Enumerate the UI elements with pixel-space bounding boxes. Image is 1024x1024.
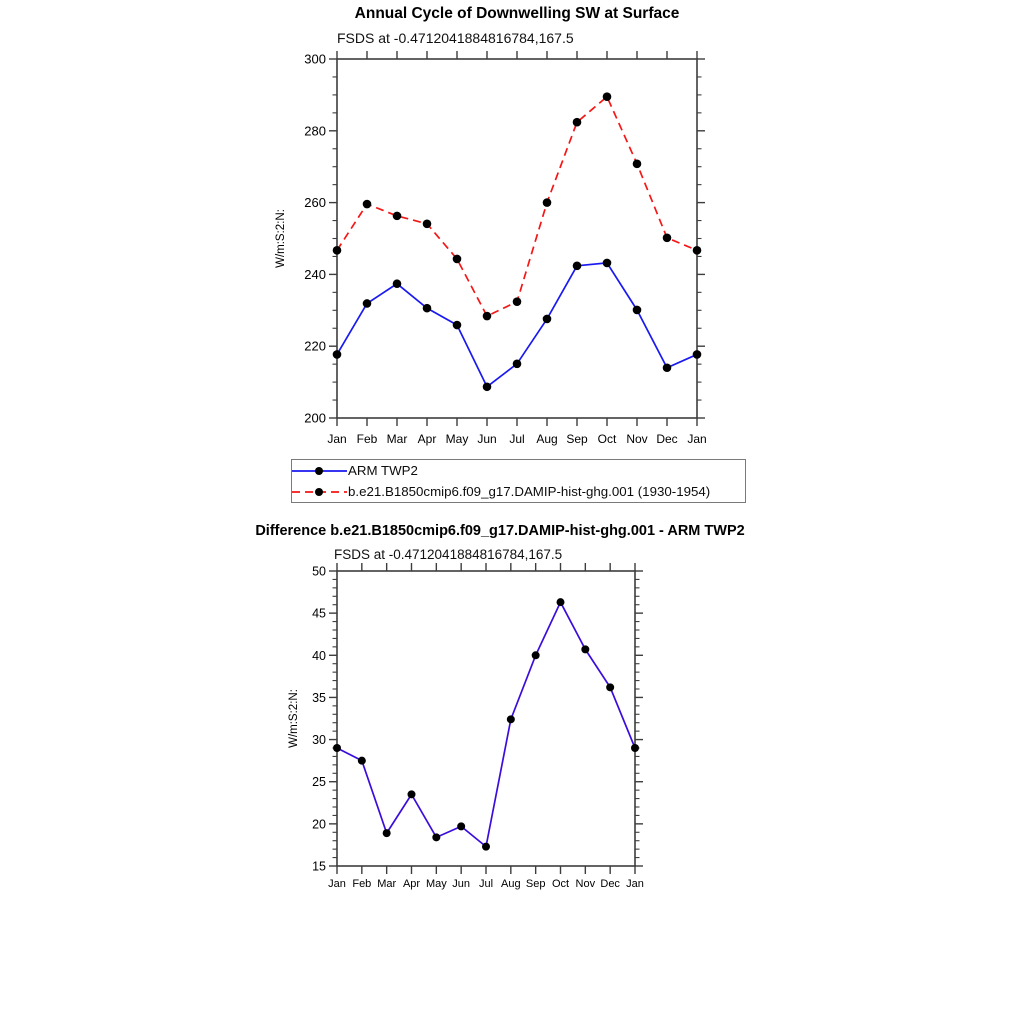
svg-text:Jun: Jun: [452, 878, 471, 890]
svg-text:Sep: Sep: [525, 878, 546, 890]
data-point-marker: [358, 757, 366, 765]
data-point-marker: [603, 92, 612, 101]
svg-text:Jul: Jul: [509, 432, 525, 446]
svg-text:Sep: Sep: [566, 432, 588, 446]
data-point-marker: [333, 350, 342, 359]
svg-text:Jan: Jan: [327, 432, 347, 446]
data-point-marker: [432, 833, 440, 841]
svg-text:200: 200: [304, 410, 326, 426]
data-point-marker: [363, 200, 372, 209]
svg-text:Jul: Jul: [478, 878, 494, 890]
data-point-marker: [408, 790, 416, 798]
bottom-chart-subtitle: FSDS at -0.4712041884816784,167.5: [334, 547, 563, 562]
svg-text:280: 280: [304, 123, 326, 139]
bottom-chart-plot: [288, 563, 644, 890]
svg-text:W/m:S:2:N:: W/m:S:2:N:: [288, 689, 300, 748]
svg-text:Apr: Apr: [417, 432, 437, 446]
data-point-marker: [543, 315, 552, 324]
series-line: [337, 602, 635, 846]
svg-text:25: 25: [312, 775, 326, 790]
legend-label-arm-twp2: ARM TWP2: [348, 463, 418, 478]
legend-label-model-run: b.e21.B1850cmip6.f09_g17.DAMIP-hist-ghg.001 (1930-1954): [348, 484, 711, 499]
svg-text:260: 260: [304, 195, 326, 211]
data-point-marker: [457, 822, 465, 830]
data-point-marker: [543, 198, 552, 207]
data-point-marker: [633, 306, 642, 315]
data-point-marker: [482, 843, 490, 851]
data-point-marker: [363, 299, 372, 308]
svg-text:Dec: Dec: [600, 878, 620, 890]
data-point-marker: [581, 645, 589, 653]
data-point-marker: [483, 382, 492, 391]
data-point-marker: [513, 297, 522, 306]
data-point-marker: [393, 279, 402, 288]
data-point-marker: [663, 233, 672, 242]
data-point-marker: [423, 304, 432, 313]
svg-text:Feb: Feb: [356, 432, 378, 446]
svg-text:Oct: Oct: [551, 878, 570, 890]
svg-text:45: 45: [312, 606, 326, 621]
svg-text:20: 20: [312, 817, 326, 832]
svg-text:May: May: [425, 878, 447, 890]
svg-text:Apr: Apr: [402, 878, 421, 890]
top-chart-plot: [275, 51, 707, 446]
svg-text:240: 240: [304, 266, 326, 282]
red-dashed-line-sample: [292, 482, 348, 502]
data-point-marker: [507, 715, 515, 723]
svg-text:May: May: [445, 432, 469, 446]
data-point-marker: [453, 255, 462, 264]
data-point-marker: [693, 246, 702, 255]
data-point-marker: [606, 683, 614, 691]
svg-text:Feb: Feb: [352, 878, 372, 890]
data-point-marker: [631, 744, 639, 752]
svg-text:Mar: Mar: [377, 878, 397, 890]
svg-text:15: 15: [312, 859, 326, 874]
series-line: [337, 97, 697, 316]
data-point-marker: [393, 212, 402, 221]
data-point-marker: [453, 321, 462, 330]
data-point-marker: [483, 312, 492, 321]
data-point-marker: [333, 246, 342, 255]
bottom-chart-title: Difference b.e21.B1850cmip6.f09_g17.DAMIP-hist-ghg.001 - ARM TWP2: [255, 523, 745, 539]
data-point-marker: [532, 651, 540, 659]
legend-entry-model-run: [292, 481, 745, 502]
svg-text:Jan: Jan: [328, 878, 346, 890]
data-point-marker: [333, 744, 341, 752]
data-point-marker: [513, 359, 522, 368]
svg-text:Jun: Jun: [477, 432, 497, 446]
data-point-marker: [383, 829, 391, 837]
svg-text:220: 220: [304, 338, 326, 354]
data-point-marker: [557, 598, 565, 606]
data-point-marker: [663, 363, 672, 372]
svg-text:Jan: Jan: [626, 878, 644, 890]
legend-box: [291, 459, 746, 503]
series-line: [337, 263, 697, 387]
svg-text:40: 40: [312, 648, 326, 663]
svg-text:Nov: Nov: [575, 878, 596, 890]
svg-text:Jan: Jan: [687, 432, 707, 446]
top-chart-subtitle: FSDS at -0.4712041884816784,167.5: [337, 30, 574, 46]
svg-text:30: 30: [312, 733, 326, 748]
svg-text:Mar: Mar: [386, 432, 408, 446]
svg-text:Aug: Aug: [536, 432, 558, 446]
data-point-marker: [573, 261, 582, 270]
top-chart-title: Annual Cycle of Downwelling SW at Surface: [354, 5, 680, 22]
blue-solid-line-sample: [292, 461, 348, 481]
svg-text:300: 300: [304, 51, 326, 67]
data-point-marker: [693, 350, 702, 359]
svg-text:Oct: Oct: [597, 432, 617, 446]
svg-text:W/m:S:2:N:: W/m:S:2:N:: [275, 209, 287, 268]
svg-text:Nov: Nov: [626, 432, 648, 446]
data-point-marker: [423, 219, 432, 228]
svg-text:Dec: Dec: [656, 432, 678, 446]
svg-text:50: 50: [312, 564, 326, 579]
data-point-marker: [633, 160, 642, 169]
legend-entry-arm-twp2: [292, 460, 745, 481]
data-point-marker: [603, 259, 612, 268]
svg-text:Aug: Aug: [501, 878, 521, 890]
svg-text:35: 35: [312, 690, 326, 705]
data-point-marker: [573, 118, 582, 127]
